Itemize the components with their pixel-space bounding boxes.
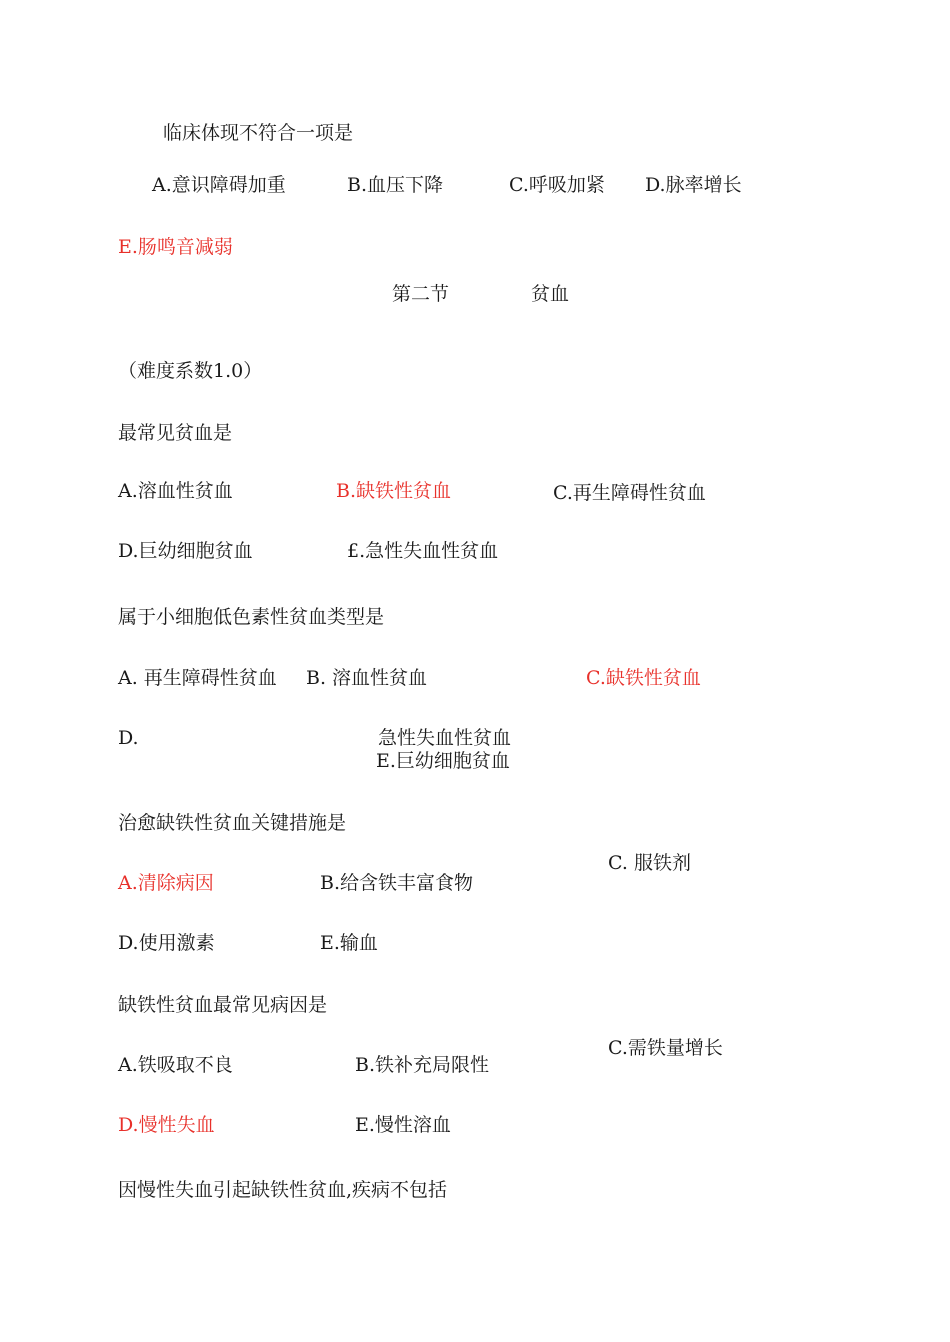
q0-option-a: A.意识障碍加重 xyxy=(152,174,286,196)
q4-option-a: A.铁吸取不良 xyxy=(118,1054,233,1076)
q5-stem: 因慢性失血引起缺铁性贫血,疾病不包括 xyxy=(118,1179,448,1201)
q2-stem: 属于小细胞低色素性贫血类型是 xyxy=(118,606,385,628)
q2-option-c-answer: C.缺铁性贫血 xyxy=(586,667,701,689)
q3-option-c: C. 服铁剂 xyxy=(608,852,691,874)
q2-option-d: 急性失血性贫血 xyxy=(378,727,512,749)
q1-option-a: A.溶血性贫血 xyxy=(118,480,233,502)
q2-option-d-prefix: D. xyxy=(118,727,139,749)
q4-option-e: E.慢性溶血 xyxy=(355,1114,451,1136)
q2-option-a: A. 再生障碍性贫血 xyxy=(118,667,277,689)
q4-option-d-answer: D.慢性失血 xyxy=(118,1114,215,1136)
q1-option-c: C.再生障碍性贫血 xyxy=(553,482,706,504)
section-number: 第二节 xyxy=(392,283,450,305)
q1-option-e: £.急性失血性贫血 xyxy=(347,540,499,562)
q3-option-b: B.给含铁丰富食物 xyxy=(320,872,474,894)
q1-option-d: D.巨幼细胞贫血 xyxy=(118,540,253,562)
q0-option-b: B.血压下降 xyxy=(347,174,444,196)
q0-option-c: C.呼吸加紧 xyxy=(509,174,605,196)
section-title: 贫血 xyxy=(531,283,570,305)
q0-option-d: D.脉率增长 xyxy=(645,174,742,196)
q4-stem: 缺铁性贫血最常见病因是 xyxy=(118,994,328,1016)
page-cutoff-region xyxy=(0,1178,950,1201)
q0-stem: 临床体现不符合一项是 xyxy=(163,122,354,144)
q4-option-c: C.需铁量增长 xyxy=(608,1037,723,1059)
q3-option-a-answer: A.清除病因 xyxy=(118,872,214,894)
q1-option-b-answer: B.缺铁性贫血 xyxy=(336,480,452,502)
q2-option-b: B. 溶血性贫血 xyxy=(306,667,428,689)
q3-stem: 治愈缺铁性贫血关键措施是 xyxy=(118,812,347,834)
difficulty-label: （难度系数1.0） xyxy=(118,360,263,382)
q0-option-e-answer: E.肠鸣音减弱 xyxy=(118,236,233,258)
q1-stem: 最常见贫血是 xyxy=(118,422,233,444)
q4-option-b: B.铁补充局限性 xyxy=(355,1054,490,1076)
q2-option-e: E.巨幼细胞贫血 xyxy=(376,750,510,772)
q3-option-d: D.使用激素 xyxy=(118,932,215,954)
q3-option-e: E.输血 xyxy=(320,932,378,954)
